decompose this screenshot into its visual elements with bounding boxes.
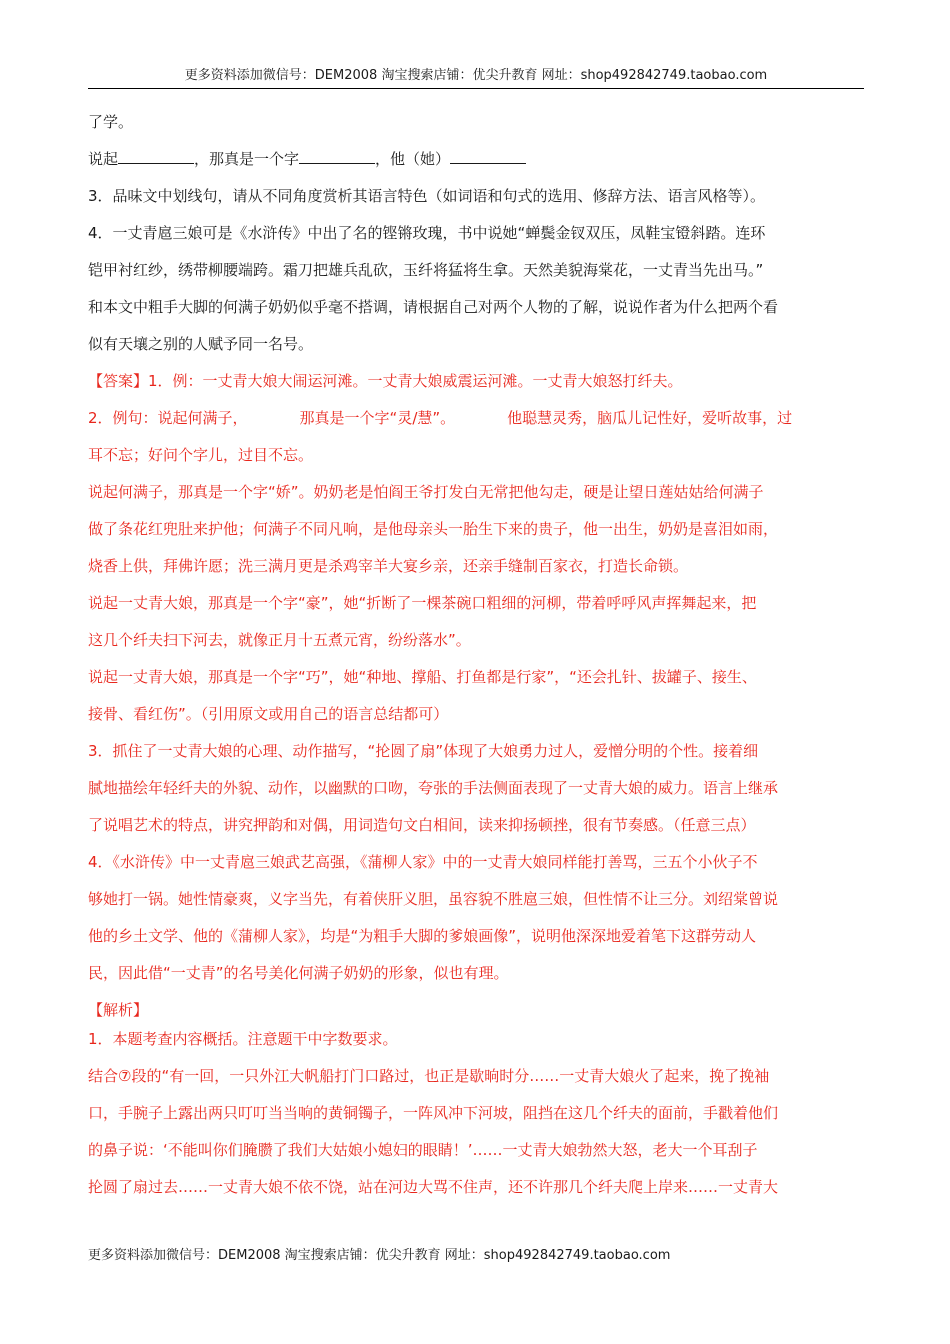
question-text-line: 了学。 — [88, 113, 134, 131]
page-header: 更多资料添加微信号：DEM2008 淘宝搜索店铺：优尖升教育 网址：shop492842749.taobao.com — [184, 68, 768, 83]
question-text-line: 和本文中粗手大脚的何满子奶奶似乎毫不搭调，请根据自己对两个人物的了解，说说作者为什么把两个看 — [88, 298, 779, 316]
answer-blank — [450, 149, 526, 164]
answer-2-lead: 2．例句：说起何满子， — [88, 409, 248, 427]
answer-line: 口，手腕子上露出两只叮叮当当响的黄铜镯子，一阵风冲下河坡，阻挡在这几个纤夫的面前，手戳着他们 — [88, 1104, 779, 1122]
blank-suffix: ，他（她） — [375, 150, 451, 168]
answer-line: 结合⑦段的“有一回，一只外江大帆船打门口路过，也正是歇晌时分……一丈青大娘火了起来，挽了挽袖 — [88, 1067, 770, 1085]
answer-line: 抡圆了扇过去……一丈青大娘不依不饶，站在河边大骂不住声，还不许那几个纤夫爬上岸来……一丈青大 — [88, 1178, 779, 1196]
answer-blank — [299, 149, 375, 164]
answer-line: 烧香上供，拜佛许愿；洗三满月更是杀鸡宰羊大宴乡亲，还亲手缝制百家衣，打造长命锁。 — [88, 557, 689, 575]
analysis-heading: 【解析】 — [88, 1001, 149, 1019]
answer-line: 够她打一锅。她性情豪爽，义字当先，有着侠肝义胆，虽容貌不胜扈三娘，但性情不让三分。刘绍棠曾说 — [88, 890, 779, 908]
fill-in-blank-line — [88, 149, 864, 186]
answer-line: 的鼻子说：‘不能叫你们腌臜了我们大姑娘小媳妇的眼睛！’……一丈青大娘勃然大怒，老大一个耳刮子 — [88, 1141, 758, 1159]
answer-line: 说起何满子，那真是一个字“娇”。奶奶老是怕阎王爷打发白无常把他勾走，硬是让望日莲姑姑给何满子 — [88, 483, 764, 501]
answer-line: 接骨、看红伤”。（引用原文或用自己的语言总结都可） — [88, 705, 449, 723]
answer-heading: 【答案】1．例：一丈青大娘大闹运河滩。一丈青大娘威震运河滩。一丈青大娘怒打纤夫。 — [88, 372, 683, 390]
answer-line: 了说唱艺术的特点，讲究押韵和对偶，用词造句文白相间，读来抑扬顿挫，很有节奏感。（任意三点） — [88, 816, 756, 834]
answer-line: 他的乡土文学、他的《蒲柳人家》，均是“为粗手大脚的爹娘画像”，说明他深深地爱着笔下这群劳动人 — [88, 927, 757, 945]
answer-line: 腻地描绘年轻纤夫的外貌、动作，以幽默的口吻，夸张的手法侧面表现了一丈青大娘的威力。语言上继承 — [88, 779, 779, 797]
answer-line: 4．《水浒传》中一丈青扈三娘武艺高强，《蒲柳人家》中的一丈青大娘同样能打善骂，三五个小伙子不 — [88, 853, 758, 871]
answer-line: 3．抓住了一丈青大娘的心理、动作描写，“抡圆了扇”体现了大娘勇力过人，爱憎分明的个性。接着细 — [88, 742, 759, 760]
question-4: 4．一丈青扈三娘可是《水浒传》中出了名的铿锵玫瑰，书中说她“蝉鬓金钗双压，凤鞋宝镫斜踏。连环 — [88, 224, 766, 242]
answer-line: 说起一丈青大娘，那真是一个字“豪”，她“折断了一棵茶碗口粗细的河柳，带着呼呼风声挥舞起来，把 — [88, 594, 757, 612]
answer-2-reason: 他聪慧灵秀，脑瓜儿记性好，爱听故事，过 — [507, 409, 793, 427]
answer-line: 说起一丈青大娘，那真是一个字“巧”，她“种地、撑船、打鱼都是行家”，“还会扎针、拔罐子、接生、 — [88, 668, 757, 686]
question-3: 3．品味文中划线句，请从不同角度赏析其语言特色（如词语和句式的选用、修辞方法、语言风格等）。 — [88, 187, 766, 205]
answer-blank — [118, 149, 194, 164]
answer-line: 1．本题考查内容概括。注意题干中字数要求。 — [88, 1030, 398, 1048]
document-body — [88, 112, 864, 1214]
answer-line: 做了条花红兜肚来护他；何满子不同凡响，是他母亲头一胎生下来的贵子，他一出生，奶奶是喜泪如雨， — [88, 520, 779, 538]
answer-2-word: 那真是一个字“灵/慧”。 — [299, 409, 456, 427]
header-divider — [88, 88, 864, 89]
answer-line: 这几个纤夫扫下河去，就像正月十五煮元宵，纷纷落水”。 — [88, 631, 471, 649]
answer-line: 民，因此借“一丈青”的名号美化何满子奶奶的形象，似也有理。 — [88, 964, 509, 982]
question-text-line: 似有天壤之别的人赋予同一名号。 — [88, 335, 314, 353]
blank-prefix: 说起 — [88, 150, 119, 168]
answer-line — [88, 408, 864, 445]
page-footer: 更多资料添加微信号：DEM2008 淘宝搜索店铺：优尖升教育 网址：shop492842749.taobao.com — [88, 1248, 671, 1263]
question-text-line: 铠甲衬红纱，绣带柳腰端跨。霜刀把雄兵乱砍，玉纤将猛将生拿。天然美貌海棠花，一丈青当先出马。” — [88, 261, 764, 279]
answer-line: 耳不忘；好问个字儿，过目不忘。 — [88, 446, 314, 464]
blank-middle: ，那真是一个字 — [194, 150, 300, 168]
